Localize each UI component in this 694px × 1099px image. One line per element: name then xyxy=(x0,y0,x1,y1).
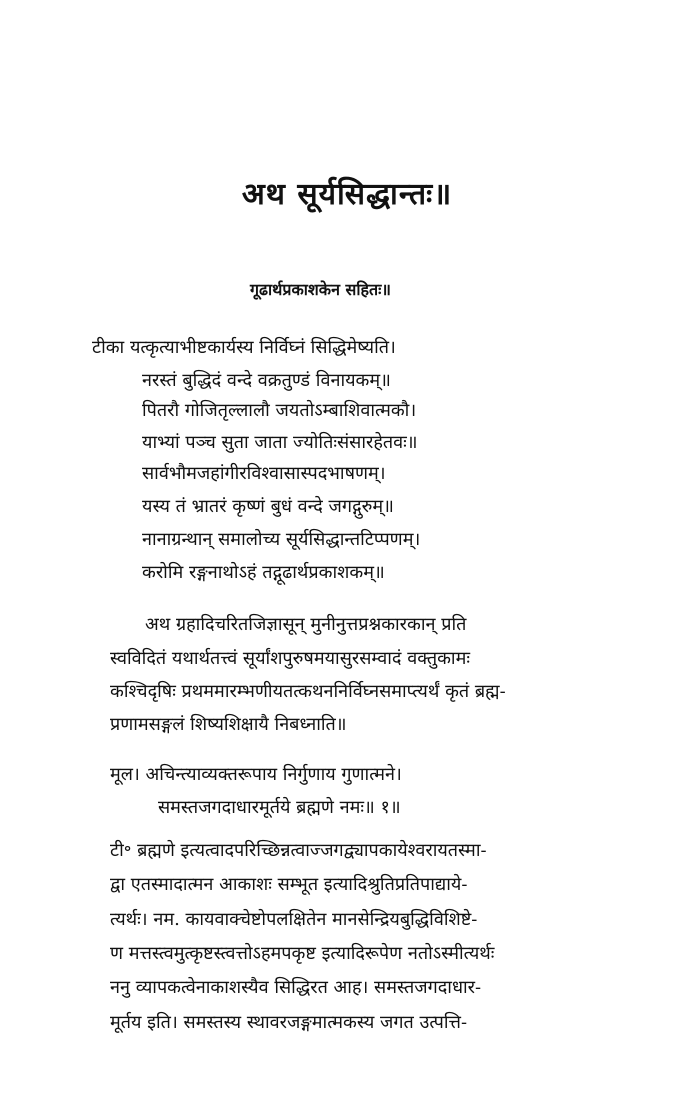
tika-line: टीका यत्कृत्याभीष्टकार्यस्य निर्विघ्नं सिद्धिमेष्यति। xyxy=(92,337,396,358)
commentary-line: टी॰ ब्रह्मणे इत्यत्वादपरिच्छिन्नत्वाज्जगद्व्यापकायेश्वरायतस्मा- xyxy=(110,840,487,861)
tika-line: याभ्यां पञ्च सुता जाता ज्योतिःसंसारहेतवः॥ xyxy=(142,432,418,453)
mula-line: मूल। अचिन्त्याव्यक्तरूपाय निर्गुणाय गुणात्मने। xyxy=(110,764,402,785)
prose-line: अथ ग्रहादिचरितजिज्ञासून् मुनीनुत्तप्रश्नकारकान् प्रति xyxy=(145,614,467,635)
tika-line: सार्वभौमजहांगीरविश्वासास्पदभाषणम्। xyxy=(142,463,386,484)
tika-line: नरस्तं बुद्धिदं वन्दे वक्रतुण्डं विनायकम्॥ xyxy=(142,370,391,391)
prose-line: प्रणामसङ्गलं शिष्यशिक्षायै निबध्नाति॥ xyxy=(110,714,347,735)
prose-line: स्वविदितं यथार्थतत्त्वं सूर्यांशपुरुषमयासुरसम्वादं वक्तुकामः xyxy=(110,648,470,669)
subtitle: गूढार्थप्रकाशकेन सहितः॥ xyxy=(250,280,391,299)
commentary-line: त्यर्थः। नम. कायवाक्चेष्टोपलक्षितेन मानसेन्द्रियबुद्धिविशिष्टे- xyxy=(110,909,478,930)
tika-line: करोमि रङ्गनाथोऽहं तद्गूढार्थप्रकाशकम्॥ xyxy=(142,562,385,583)
tika-line: पितरौ गोजितृल्लालौ जयतोऽम्बाशिवात्मकौ। xyxy=(142,400,417,421)
mula-line: समस्तजगदाधारमूर्तये ब्रह्मणे नमः॥ १॥ xyxy=(158,797,401,818)
prose-line: कश्चिदृषिः प्रथममारम्भणीयतत्कथननिर्विघ्नसमाप्त्यर्थं कृतं ब्रह्म- xyxy=(110,681,506,702)
tika-line: नानाग्रन्थान् समालोच्य सूर्यसिद्धान्तटिप्पणम्। xyxy=(142,529,421,550)
commentary-line: ननु व्यापकत्वेनाकाशस्यैव सिद्धिरत आह। समस्तजगदाधार- xyxy=(110,977,482,998)
commentary-line: ण मत्तस्त्वमुत्कृष्टस्त्वत्तोऽहमपकृष्ट इत्यादिरूपेण नतोऽस्मीत्यर्थः xyxy=(110,943,495,964)
commentary-line: द्वा एतस्मादात्मन आकाशः सम्भूत इत्यादिश्रुतिप्रतिपाद्याये- xyxy=(110,874,468,895)
tika-line: यस्य तं भ्रातरं कृष्णं बुधं वन्दे जगद्गुरुम्॥ xyxy=(142,496,394,517)
page-title: अथ सूर्यसिद्धान्तः॥ xyxy=(241,177,453,212)
commentary-line: मूर्तय इति। समस्तस्य स्थावरजङ्गमात्मकस्य जगत उत्पत्ति- xyxy=(110,1012,468,1033)
